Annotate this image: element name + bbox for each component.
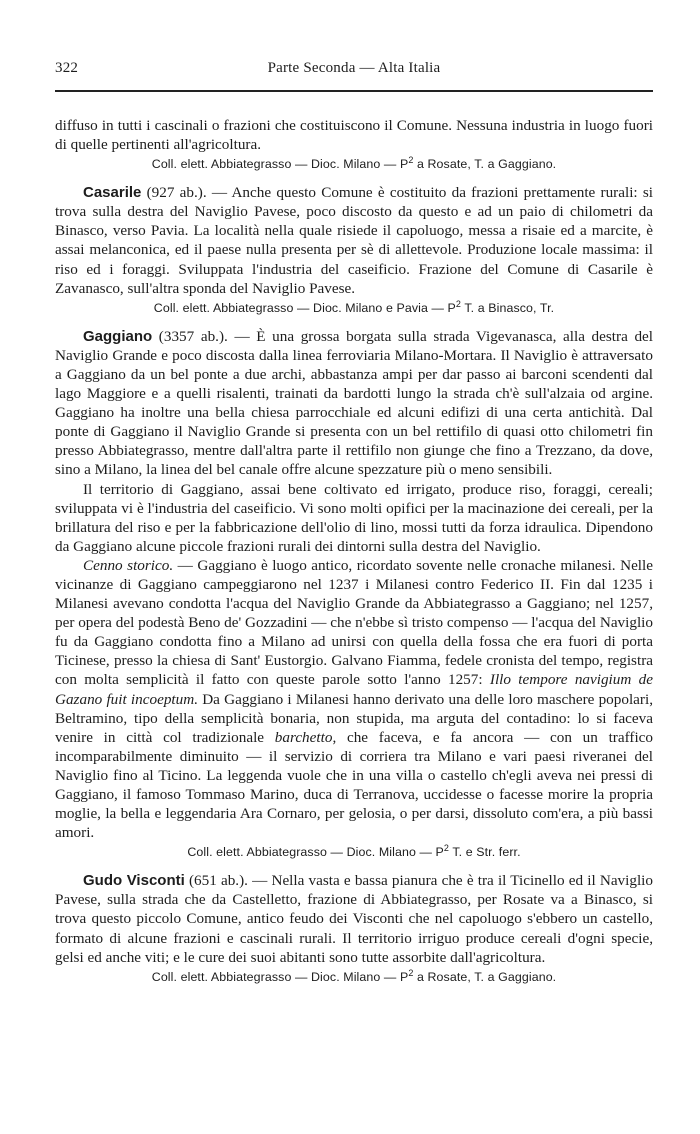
- running-title: Parte Seconda — Alta Italia: [267, 60, 441, 76]
- gaggiano-paragraph-1: [55, 327, 653, 480]
- entry-gudo-visconti: [55, 871, 653, 985]
- barchetto-term: barchetto: [274, 728, 333, 746]
- note-superscript: 2: [455, 298, 462, 309]
- entry-casarile: [55, 183, 653, 317]
- note-superscript: 2: [408, 155, 414, 166]
- note-superscript: 2: [443, 843, 450, 854]
- note-superscript: 2: [408, 967, 414, 978]
- entry-text: , che faceva, e fa ancora — con un traffico incomparabilmente diminuito — il servizio di corriera tra Milano e vari paesi riveranei del Naviglio fino al Ticino. La leggenda vuole che in una villa o castello ch'egli aveva nei pressi di Gaggiano, il famoso Tommaso Marino, duca di Terranova, uccidesse o facesse morire la propria moglie, la bella e leggendaria Ara Cornaro, per gelosia, o per darsi, dissoluto com'era, a più bassi amori.: [55, 728, 653, 842]
- note-text: Coll. elett. Abbiategrasso — Dioc. Milano — P: [187, 845, 444, 860]
- page-body: [55, 116, 653, 986]
- header-rule: [55, 90, 653, 92]
- gaggiano-paragraph-3: [55, 556, 653, 842]
- entry-title: Gaggiano: [83, 327, 153, 345]
- note-text: Coll. elett. Abbiategrasso — Dioc. Milano e Pavia — P: [153, 300, 456, 315]
- casarile-paragraph: [55, 183, 653, 298]
- entry-text: — Gaggiano è luogo antico, ricordato sovente nelle cronache milanesi. Nelle vicinanze di Gaggiano campeggiarono nel 1237 i Milanesi contro Federico II. Fin dal 1235 i Milanesi avevano condotta l'acqua del Naviglio Grande da Abbiategrasso a Gaggiano; nel 1257, per opera del podestà Beno de' Gozzadini — che n'ebbe sì tristo compenso — l'acqua del Naviglio fu da Gaggiano condotta fino a Milano ad unirsi con quella della fossa che era fuori di porta Ticinese, presso la chiesa di Sant' Eustorgio. Galvano Fiamma, fedele cronista del tempo, registra con molta semplicità il fatto con queste parole sotto l'anno 1257:: [55, 556, 653, 689]
- note-text: T. e Str. ferr.: [449, 845, 521, 860]
- entry-title: Casarile: [83, 184, 142, 202]
- gaggiano-paragraph-2: Il territorio di Gaggiano, assai bene coltivato ed irrigato, produce riso, foraggi, cereali; sviluppata vi è l'industria del caseificio. Vi sono molti opifici per la macinazione dei cereali, per la brillatura del riso e per la fabbricazione dell'olio di lino, mossi tutti da forza idraulica. Dipendono da Gaggiano alcune piccole frazioni rurali dei dintorni sulla destra del Naviglio.: [55, 480, 653, 555]
- entry-title: Gudo Visconti: [83, 872, 185, 890]
- continuation-note: [55, 155, 653, 173]
- cenno-storico-label: Cenno storico.: [83, 556, 174, 574]
- note-text: Coll. elett. Abbiategrasso — Dioc. Milano — P: [151, 969, 409, 984]
- gudo-note: [55, 968, 653, 986]
- page-number: 322: [55, 60, 79, 76]
- entry-gaggiano: [55, 327, 653, 862]
- entry-text: Da Gaggiano i Milanesi hanno derivato una delle loro maschere popolari, Beltramino, tipo della semplicità bonaria, non stupida, ma arguta del contadino: lo si faceva venire in città col tradizionale: [55, 690, 653, 746]
- latin-quote: Illo tempore navigium de Gazano fuit incoeptum.: [55, 671, 653, 708]
- entry-text: (651 ab.). — Nella vasta e bassa pianura che è tra il Ticinello ed il Naviglio Pavese, sulla strada che da Castelletto, frazione di Abbiategrasso, per Rosate va a Binasco, si trova questo piccolo Comune, antico feudo dei Visconti che nel capoluogo s'ebbero un castello, formato di alcune frazioni e cascinali rurali. Il territorio irriguo produce cereali d'ogni specie, gelsi ed anche viti; e le cure dei suoi abitanti sono tutte assorbite dall'agricoltura.: [55, 872, 653, 966]
- gaggiano-note: [55, 843, 653, 861]
- note-text: T. a Binasco, Tr.: [461, 300, 555, 315]
- casarile-note: [55, 299, 653, 317]
- gudo-paragraph: [55, 871, 653, 966]
- entry-text: (927 ab.). — Anche questo Comune è costituito da frazioni prettamente rurali: si trova sulla destra del Naviglio Pavese, poco discosto da questo e ad un paio di chilometri da Binasco, verso Pavia. La località nella quale risiede il capoluogo, messa a risaie ed a marcite, è assai melanconica, ed il paese nulla presenta per sè di allettevole. Produzione locale massima: il riso ed i foraggi. Sviluppata l'industria del caseificio. Frazione del Comune di Casarile è Zavanasco, sull'altra sponda del Naviglio Pavese.: [55, 184, 653, 297]
- note-text: Coll. elett. Abbiategrasso — Dioc. Milano — P: [151, 157, 409, 172]
- entry-text: (3357 ab.). — È una grossa borgata sulla strada Vigevanasca, alla destra del Naviglio Grande e poco discosta dalla linea ferroviaria Milano-Mortara. Il Naviglio è attraversato a Gaggiano da un bel ponte a due archi, abbastanza ampi per dar passo ai barconi scendenti dal lago Maggiore e a quelli risalenti, trainati da bardotti lungo la strada ch'è sull'alzaia od argine. Gaggiano ha inoltre una bella chiesa parrocchiale ed alcuni edifizi di una certa antichità. Dal ponte di Gaggiano il Naviglio Grande si presenta con un bel rettifilo di quasi otto chilometri fin presso Abbiategrasso, mentre dall'altra parte il rettifilo non giunge che fino a Trezzano, da dove, sino a Milano, la linea del bel canale offre alcune spezzature più o meno sensibili.: [55, 327, 653, 479]
- note-text: a Rosate, T. a Gaggiano.: [413, 157, 557, 172]
- page-header: [55, 60, 653, 82]
- continuation-paragraph: diffuso in tutti i cascinali o frazioni che costituiscono il Comune. Nessuna industria in luogo fuori di quelle pertinenti all'agricoltura.: [55, 117, 653, 154]
- note-text: a Rosate, T. a Gaggiano.: [413, 969, 557, 984]
